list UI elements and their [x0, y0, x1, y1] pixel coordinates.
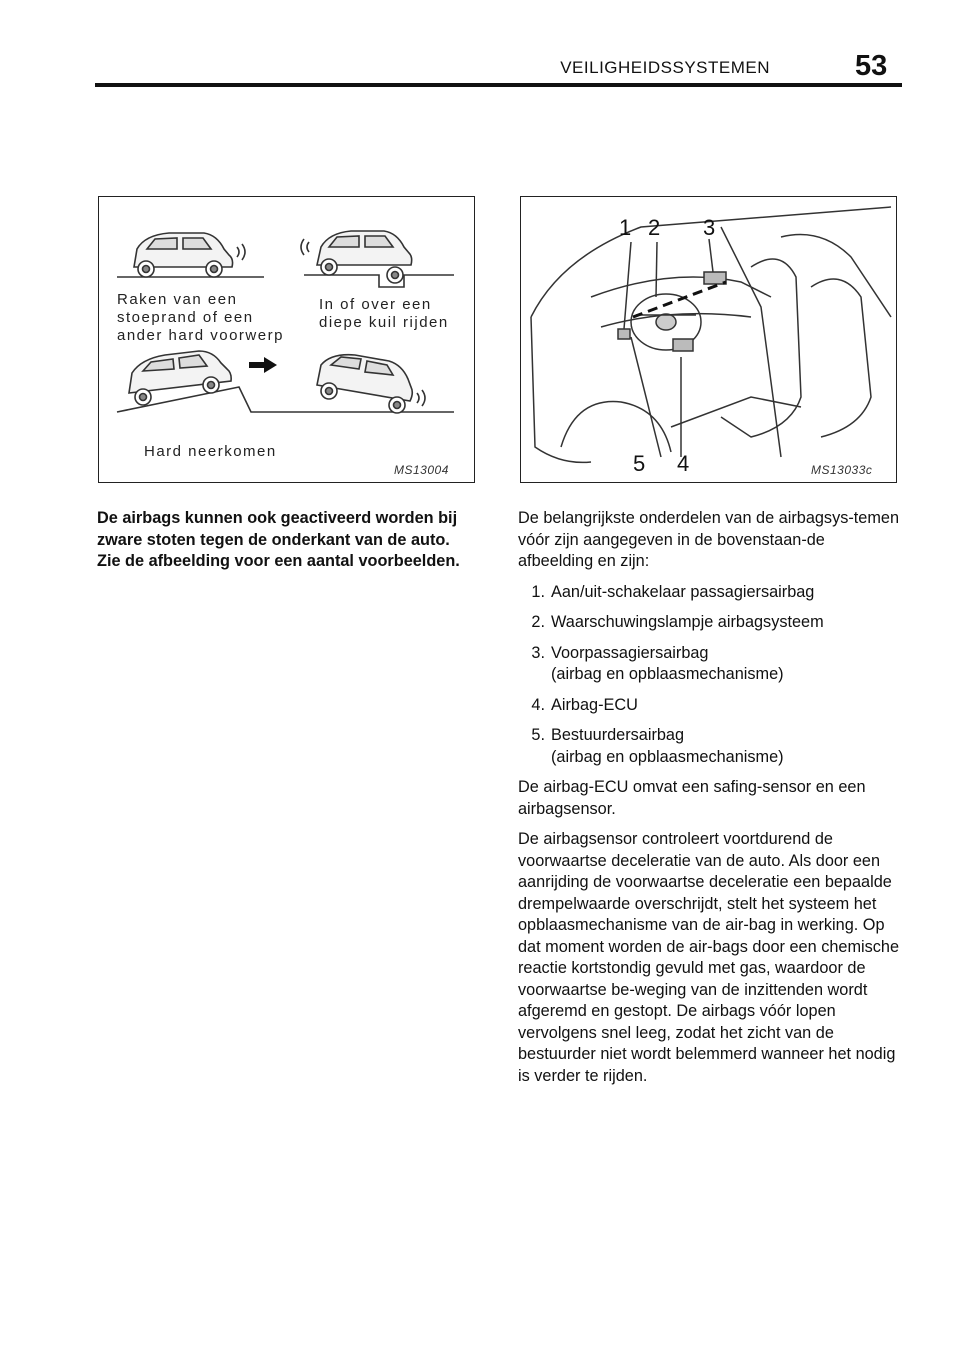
callout-4: 4 — [677, 451, 690, 476]
right-column — [518, 508, 903, 1096]
list-number: 3. — [531, 643, 545, 662]
list-item — [518, 643, 903, 686]
label-curb-impact: Raken van een stoeprand of een ander hard voorwerp — [117, 291, 284, 344]
list-text: Bestuurdersairbag (airbag en opblaasmechanisme) — [551, 726, 784, 766]
component-list — [518, 582, 903, 769]
list-text: Airbag‑ECU — [551, 695, 638, 714]
figure-impact-examples — [98, 196, 475, 483]
callout-5: 5 — [633, 451, 646, 476]
label-pothole: In of over een diepe kuil rijden — [319, 296, 449, 331]
figure-code: MS13033c — [811, 463, 873, 477]
header-rule — [95, 83, 902, 87]
list-text: Voorpassagiersairbag (airbag en opblaasmechanisme) — [551, 643, 784, 683]
left-paragraph: De airbags kunnen ook geactiveerd worden bij zware stoten tegen de onderkant van de auto. Zie de afbeelding voor een aantal voorbeelden. — [97, 509, 460, 570]
figure-code: MS13004 — [394, 463, 449, 477]
list-text: Waarschuwingslampje airbagsysteem — [551, 613, 824, 631]
list-item — [518, 725, 903, 768]
callout-2: 2 — [648, 215, 661, 240]
list-number: 2. — [531, 613, 545, 631]
callout-1: 1 — [619, 215, 632, 240]
list-item — [518, 612, 903, 634]
figure-airbag-components — [520, 196, 897, 483]
list-item — [518, 582, 903, 604]
callout-3: 3 — [703, 215, 716, 240]
label-hard-landing: Hard neerkomen — [144, 443, 277, 460]
page-number: 53 — [855, 50, 888, 82]
running-header: VEILIGHEIDSSYSTEMEN — [560, 58, 770, 77]
list-number: 1. — [531, 582, 545, 601]
list-text: Aan/uit‑schakelaar passagiersairbag — [551, 582, 815, 601]
list-number: 5. — [531, 726, 545, 744]
intro-paragraph: De belangrijkste onderdelen van de airbagsys-temen vóór zijn aangegeven in de bovenstaan-de afbeelding en zijn: — [518, 509, 900, 570]
list-item — [518, 695, 903, 717]
list-number: 4. — [531, 695, 545, 714]
ecu-paragraph: De airbag‑ECU omvat een safing‑sensor en een airbagsensor. — [518, 778, 866, 818]
sensor-paragraph: De airbagsensor controleert voortdurend de voorwaartse deceleratie van de auto. Als door een aanrijding de voorwaartse deceleratie een bepaalde drempelwaarde overschrijdt, stelt het systeem het opblaasmechanisme van de air-bag in werking. Op dat moment worden de air-bags door een chemische reactie kortstondig gevuld met gas, waardoor de voorwaartse be-weging van de inzittenden wordt afgeremd en gestopt. De airbags vóór lopen vervolgens snel leeg, zodat het zicht van de bestuurder niet wordt belemmerd wanneer het nodig is verder te rijden. — [518, 830, 900, 1085]
